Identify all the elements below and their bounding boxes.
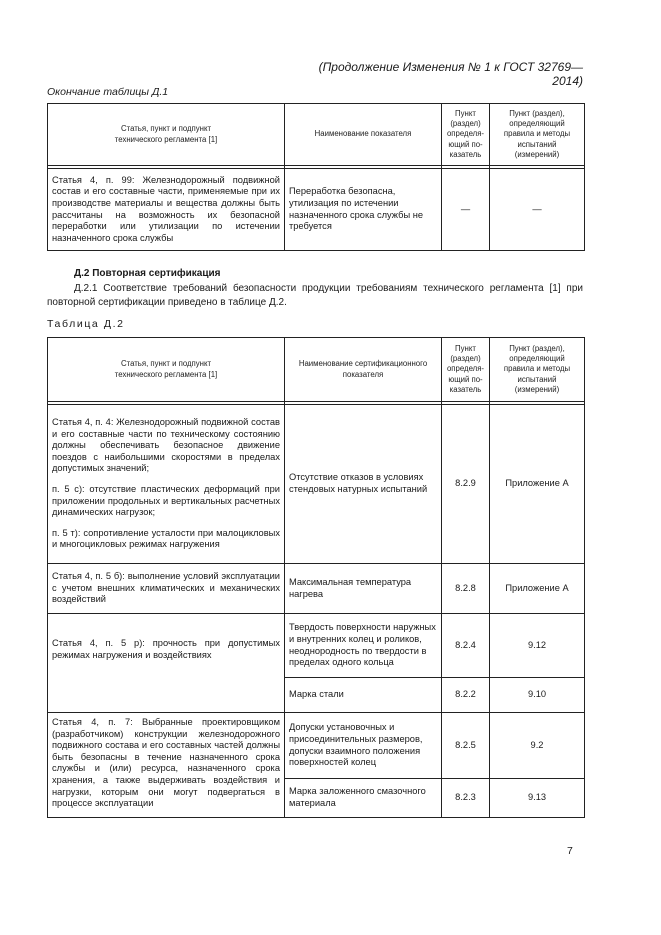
point-cell: 8.2.2 [442,678,490,713]
method-cell: 9.10 [490,678,585,713]
col-method-header: Пункт (раздел), определяющий правила и методы испытаний (измерений) [490,104,585,166]
table-d1-end [47,103,585,251]
indicator-cell: Переработка безопасна, утилизация по истечении назначенного срока службы не требуется [285,169,442,251]
table-row [48,614,585,678]
method-cell: 9.12 [490,614,585,678]
table1-header-row [48,104,585,166]
article-cell: Статья 4, п. 5 р): прочность при допустимых режимах нагружения и воздействиях [48,614,285,713]
indicator-cell: Допуски установочных и присоединительных размеров, допуски взаимного положения поверхностей колец [285,713,442,779]
indicator-cell: Твердость поверхности наружных и внутренних колец и роликов, неоднородность по твердости в пределах одного кольца [285,614,442,678]
article-cell: Статья 4, п. 5 б): выполнение условий эксплуатации с учетом внешних климатических и механических воздействий [48,564,285,614]
method-cell: Приложение А [490,405,585,564]
indicator-cell: Марка заложенного смазочного материала [285,779,442,818]
col-article-header: Статья, пункт и подпункт технического регламента [1] [48,338,285,402]
point-cell: 8.2.3 [442,779,490,818]
article-cell: Статья 4, п. 99: Железнодорожный подвижной состав и его составные части, применяемые при их производстве материалы и вещества должны быть рассчитаны на возможность их безопасной переработки или утилизации по истечении назначенного срока службы [48,169,285,251]
table-row [48,169,585,251]
point-cell: 8.2.4 [442,614,490,678]
continuation-header: (Продолжение Изменения № 1 к ГОСТ 32769—2014) [318,60,583,88]
table-row [48,405,585,564]
table2-caption: Таблица Д.2 [47,318,125,330]
method-cell: 9.2 [490,713,585,779]
indicator-cell: Отсутствие отказов в условиях стендовых натурных испытаний [285,405,442,564]
section-title: Д.2 Повторная сертификация [74,268,221,279]
method-cell: 9.13 [490,779,585,818]
col-point-header: Пункт (раздел) определя- ющий по- казатель [442,338,490,402]
method-cell: Приложение А [490,564,585,614]
point-cell: 8.2.8 [442,564,490,614]
table2-header-row [48,338,585,402]
col-point-header: Пункт (раздел) определя- ющий по- казатель [442,104,490,166]
article-cell: Статья 4, п. 7: Выбранные проектировщиком (разработчиком) конструкции железнодорожного подвижного состава и его составных частей должны быть безопасны в течение назначенного срока службы и (или) ресурса, назначенного срока хранения, а также выдерживать воздействия и нагрузки, которым они могут подвергаться в процессе эксплуатации [48,713,285,818]
col-indicator-header: Наименование показателя [285,104,442,166]
point-cell: — [442,169,490,251]
indicator-cell: Марка стали [285,678,442,713]
table-row [48,564,585,614]
method-cell: — [490,169,585,251]
page-number: 7 [567,845,573,857]
section-paragraph: Д.2.1 Соответствие требований безопасности продукции требованиям технического регламента [1] при повторной сертификации приведено в таблице Д.2. [47,283,583,308]
indicator-cell: Максимальная температура нагрева [285,564,442,614]
point-cell: 8.2.5 [442,713,490,779]
article-cell: Статья 4, п. 4: Железнодорожный подвижной состав и его составные части по техническому состоянию должны обеспечивать безопасное движение поездов с наибольшими скоростями в пределах допустимых значений; п. 5 с): отсутствие пластических деформаций при приложении продольных и вертикальных расчетных динамических нагрузок; п. 5 т): сопротивление усталости при малоцикловых и многоцикловых режимах нагружения [48,405,285,564]
point-cell: 8.2.9 [442,405,490,564]
col-article-header: Статья, пункт и подпункт технического регламента [1] [48,104,285,166]
table-d2 [47,337,585,818]
table1-caption: Окончание таблицы Д.1 [47,86,169,98]
col-indicator-header: Наименование сертификационного показателя [285,338,442,402]
table-row [48,713,585,779]
col-method-header: Пункт (раздел), определяющий правила и методы испытаний (измерений) [490,338,585,402]
